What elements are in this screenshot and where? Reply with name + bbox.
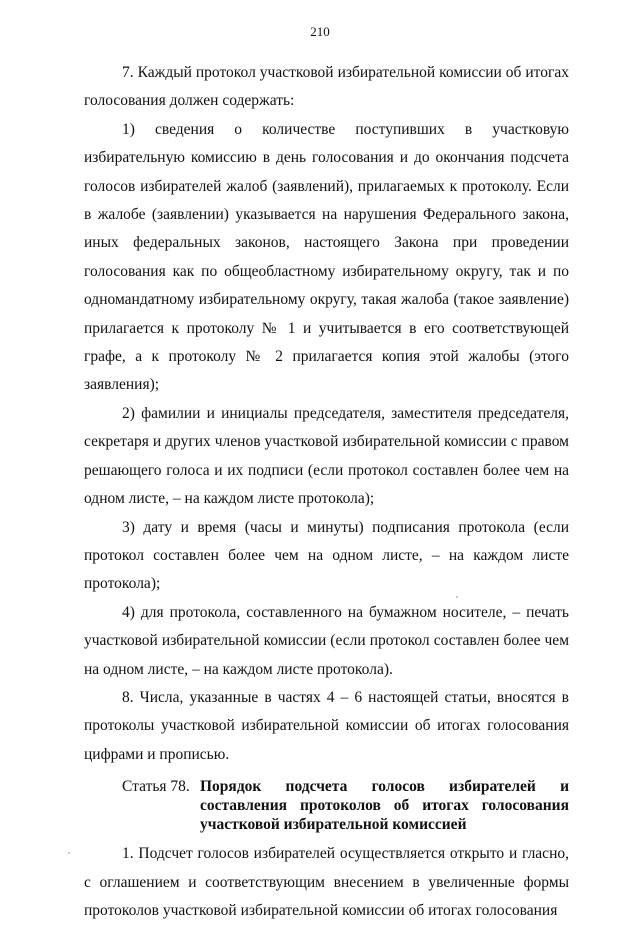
article-78-paragraph-1: 1. Подсчет голосов избирателей осуществляется открыто и гласно, с оглашением и соответствующим внесением в увеличенные формы протоколов участковой избирательной комиссии об итогах голосования	[84, 845, 569, 919]
document-body	[84, 59, 569, 925]
page-number: 210	[310, 24, 330, 39]
item-3: 3) дату и время (часы и минуты) подписания протокола (если протокол составлен более чем на одном листе, – на каждом листе протокола);	[84, 518, 569, 593]
scan-speck	[68, 852, 70, 854]
article-title: Порядок подсчета голосов избирателей и составления протоколов об итогах голосования участковой избирательной комиссией	[200, 778, 569, 834]
item-4: 4) для протокола, составленного на бумажном носителе, – печать участковой избирательной комиссии (если протокол составлен более чем на одном листе, – на каждом листе протокола).	[84, 603, 569, 678]
article-label: Статья 78.	[122, 778, 190, 796]
item-2: 2) фамилии и инициалы председателя, заместителя председателя, секретаря и других членов участковой избирательной комиссии с правом решающего голоса и их подписи (если протокол составлен более чем на одном листе, – на каждом листе протокола);	[84, 404, 569, 508]
article-heading	[84, 777, 569, 834]
scan-speck	[456, 596, 458, 598]
paragraph-7: 7. Каждый протокол участковой избирательной комиссии об итогах голосования должен содержать:	[84, 64, 569, 110]
item-1: 1) сведения о количестве поступивших в участковую избирательную комиссию в день голосования и до окончания подсчета голосов избирателей жалоб (заявлений), прилагаемых к протоколу. Если в жалобе (заявлении) указывается на нарушения Федерального закона, иных федеральных законов, настоящего Закона при проведении голосования как по общеобластному избирательному округу, так и по одномандатному избирательному округу, такая жалоба (такое заявление) прилагается к протоколу № 1 и учитывается в его соответствующей графе, а к протоколу № 2 прилагается копия этой жалобы (этого заявления);	[84, 120, 569, 394]
paragraph-8: 8. Числа, указанные в частях 4 – 6 настоящей статьи, вносятся в протоколы участковой избирательной комиссии об итогах голосования цифрами и прописью.	[84, 688, 569, 763]
